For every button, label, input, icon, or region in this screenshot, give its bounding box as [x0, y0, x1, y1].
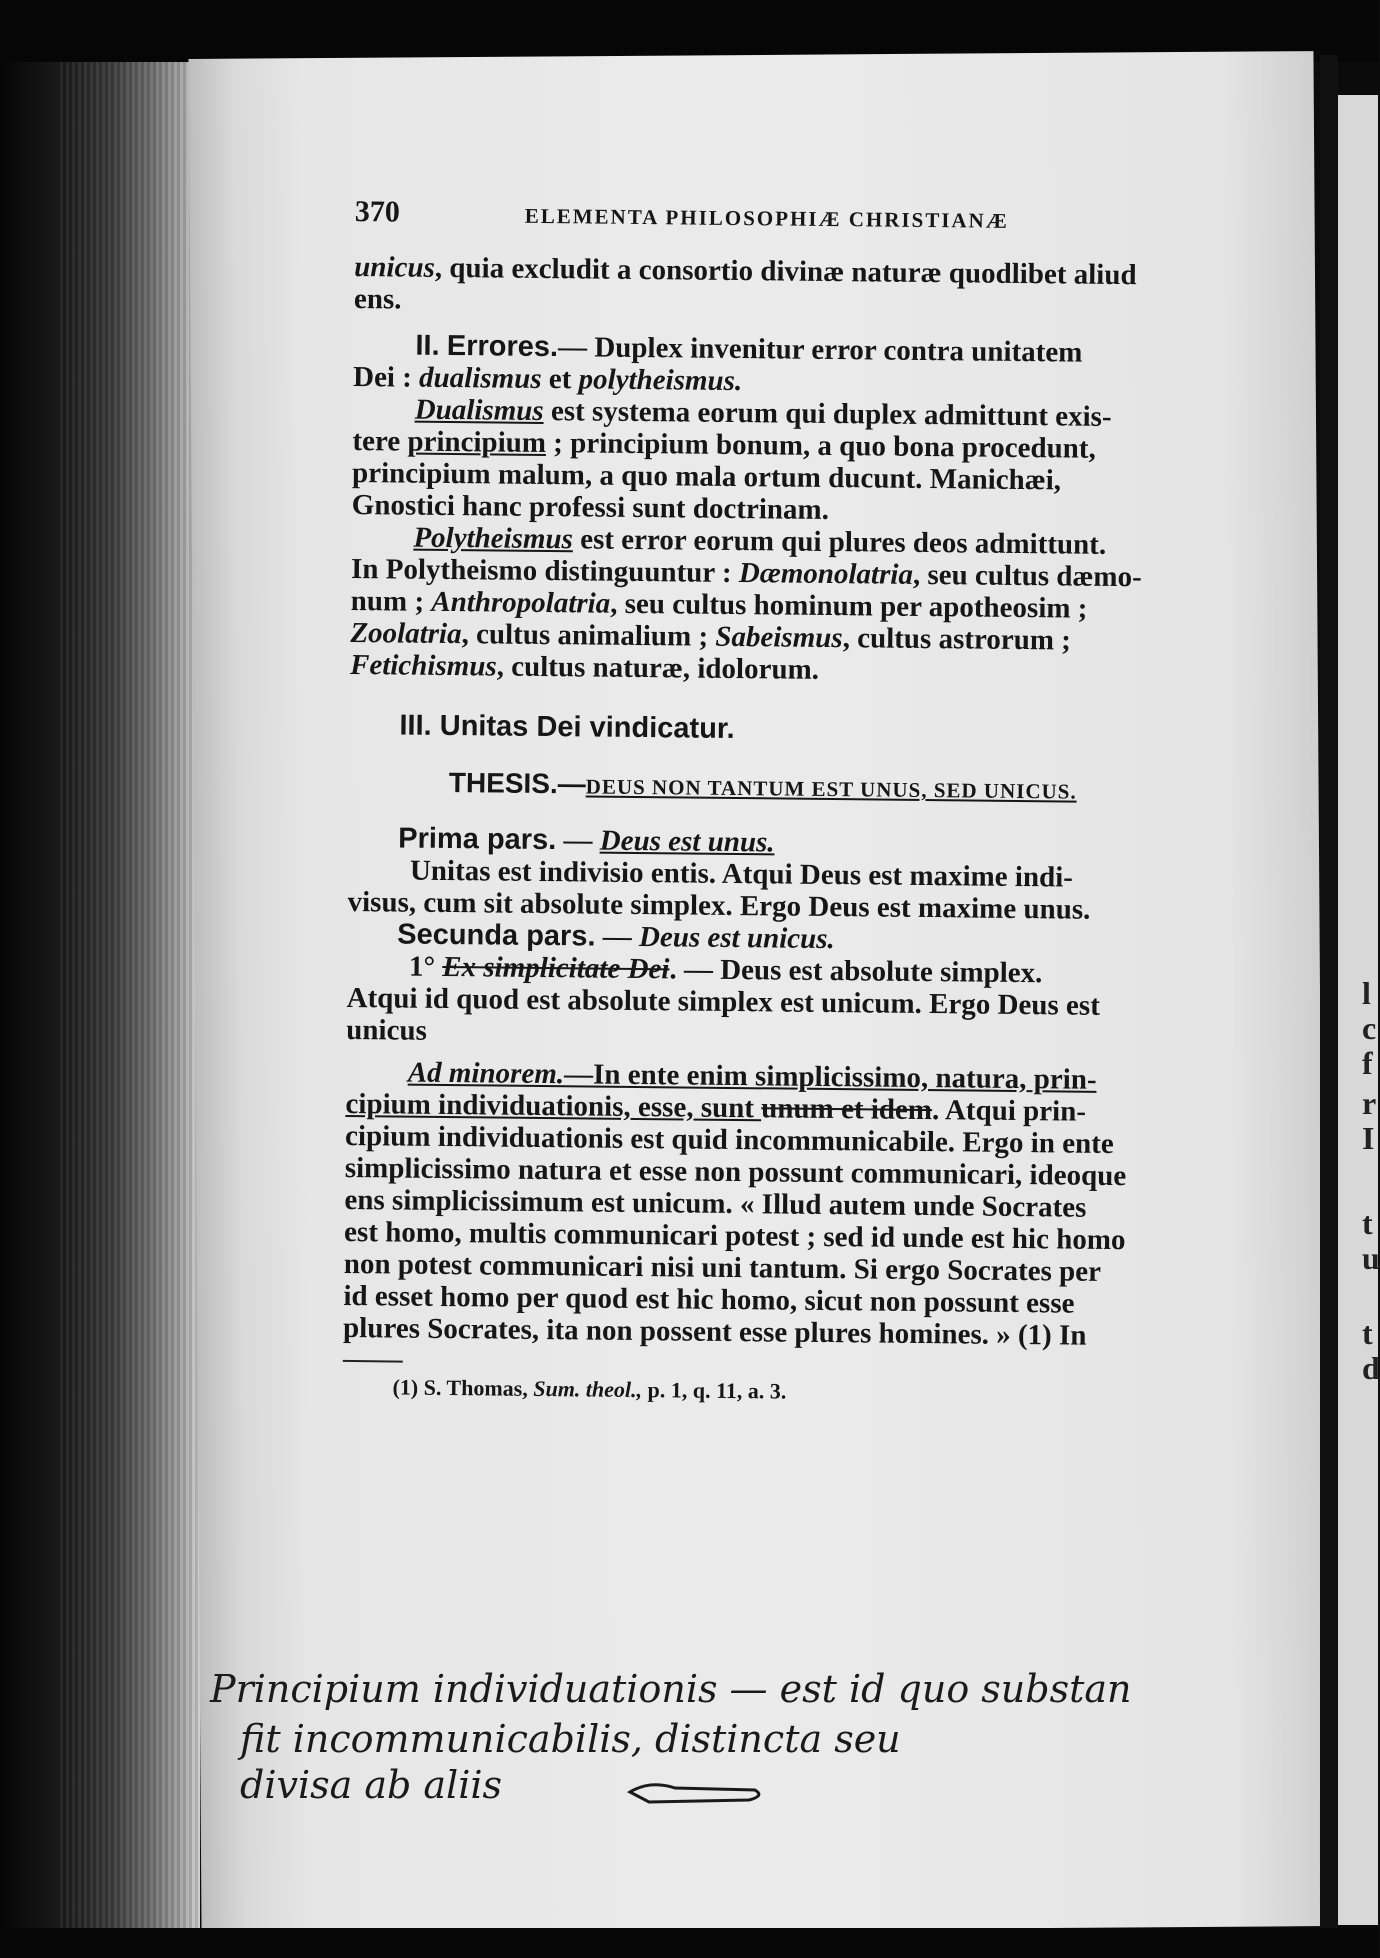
page-number: 370	[354, 195, 400, 229]
text-line: plures Socrates, ita non possent esse plures homines. » (1) In	[342, 1311, 1087, 1352]
text-line: unicus	[346, 1013, 428, 1047]
footnote: (1) S. Thomas, Sum. theol., p. 1, q. 11, a. 3.	[392, 1374, 787, 1404]
text-line: In Polytheismo distinguuntur : Dæmonolatria, seu cultus dæmo-	[350, 552, 1142, 594]
text-line: Dei : dualismus et polytheismus.	[352, 360, 743, 398]
text-line: cipium individuationis est quid incommunicabile. Ergo in ente	[344, 1119, 1114, 1160]
facing-page-letter: d	[1362, 1350, 1380, 1386]
book-gutter	[1320, 55, 1338, 1930]
secunda-pars-heading: Secunda pars. — Deus est unicus.	[397, 918, 835, 956]
text-line: Ad minorem.—In ente enim simplicissimo, natura, prin-	[407, 1056, 1097, 1096]
facing-page-letter: t	[1362, 1315, 1373, 1351]
handwritten-line: fit incommunicabilis, distincta seu	[240, 1717, 901, 1761]
facing-page-letter: t	[1362, 1205, 1373, 1241]
text-line: num ; Anthropolatria, seu cultus hominum per apotheosim ;	[350, 584, 1088, 625]
text-line: simplicissimo natura et esse non possunt communicari, ideoque	[344, 1151, 1127, 1193]
section-heading: III. Unitas Dei vindicatur.	[399, 709, 735, 746]
text-line: Fetichismus, cultus naturæ, idolorum.	[349, 648, 820, 686]
text-line: 1° Ex simplicitate Dei. — Deus est absolute simplex.	[408, 950, 1043, 990]
facing-page-letter: r	[1362, 1085, 1377, 1121]
text-line: tere principium ; principium bonum, a quo bona procedunt,	[352, 424, 1096, 465]
handwritten-line: divisa ab aliis	[240, 1763, 503, 1807]
text-line: principium malum, a quo mala ortum ducunt. Manichæi,	[351, 456, 1062, 497]
text-line: Polytheismus est error eorum qui plures deos admittunt.	[413, 521, 1107, 561]
text-line: id esset homo per quod est hic homo, sicut non possunt esse	[343, 1279, 1075, 1320]
facing-page-letter: u	[1362, 1240, 1380, 1276]
text-line: unicus, quia excludit a consortio divinæ naturæ quodlibet aliud	[354, 250, 1137, 292]
page-stack-edges	[60, 0, 200, 1958]
scan-bottom-margin	[0, 1928, 1378, 1958]
text-line: est homo, multis communicari potest ; sed id unde est hic homo	[343, 1215, 1126, 1257]
text-line: ens.	[353, 282, 402, 316]
text-line: Zoolatria, cultus animalium ; Sabeismus, cultus astrorum ;	[350, 616, 1072, 657]
handwritten-annotation	[200, 1660, 1310, 1810]
handwritten-line: Principium individuationis — est id quo substan	[210, 1667, 1132, 1711]
running-title: ELEMENTA PHILOSOPHIÆ CHRISTIANÆ	[524, 203, 1009, 233]
facing-page-letter: c	[1362, 1010, 1377, 1046]
text-line: Gnostici hanc professi sunt doctrinam.	[351, 488, 830, 526]
text-line: Dualismus est systema eorum qui duplex admittunt exis-	[414, 393, 1112, 433]
facing-page-letter: f	[1362, 1045, 1373, 1081]
facing-page-letter: I	[1362, 1120, 1375, 1156]
footnote-rule	[343, 1360, 403, 1363]
text-line: non potest communicari nisi uni tantum. Si ergo Socrates per	[343, 1247, 1102, 1288]
facing-page-letter: l	[1362, 975, 1371, 1011]
prima-pars-heading: Prima pars. — Deus est unus.	[398, 822, 775, 859]
errores-heading: II. Errores.— Duplex invenitur error contra unitatem	[415, 329, 1083, 369]
thesis-statement: THESIS.—DEUS NON TANTUM EST UNUS, SED UNICUS.	[448, 767, 1077, 804]
text-line: ens simplicissimum est unicum. « Illud autem unde Socrates	[344, 1183, 1087, 1224]
text-line: Atqui id quod est absolute simplex est unicum. Ergo Deus est	[346, 981, 1100, 1022]
text-line: cipium individuationis, esse, sunt unum et idem. Atqui prin-	[345, 1087, 1087, 1128]
text-line: Unitas est indivisio entis. Atqui Deus est maxime indi-	[409, 854, 1074, 894]
page-content	[342, 195, 1260, 1409]
pen-arrow-mark	[630, 1785, 759, 1802]
page-header	[354, 195, 1260, 260]
text-line: visus, cum sit absolute simplex. Ergo Deus est maxime unus.	[347, 885, 1091, 926]
